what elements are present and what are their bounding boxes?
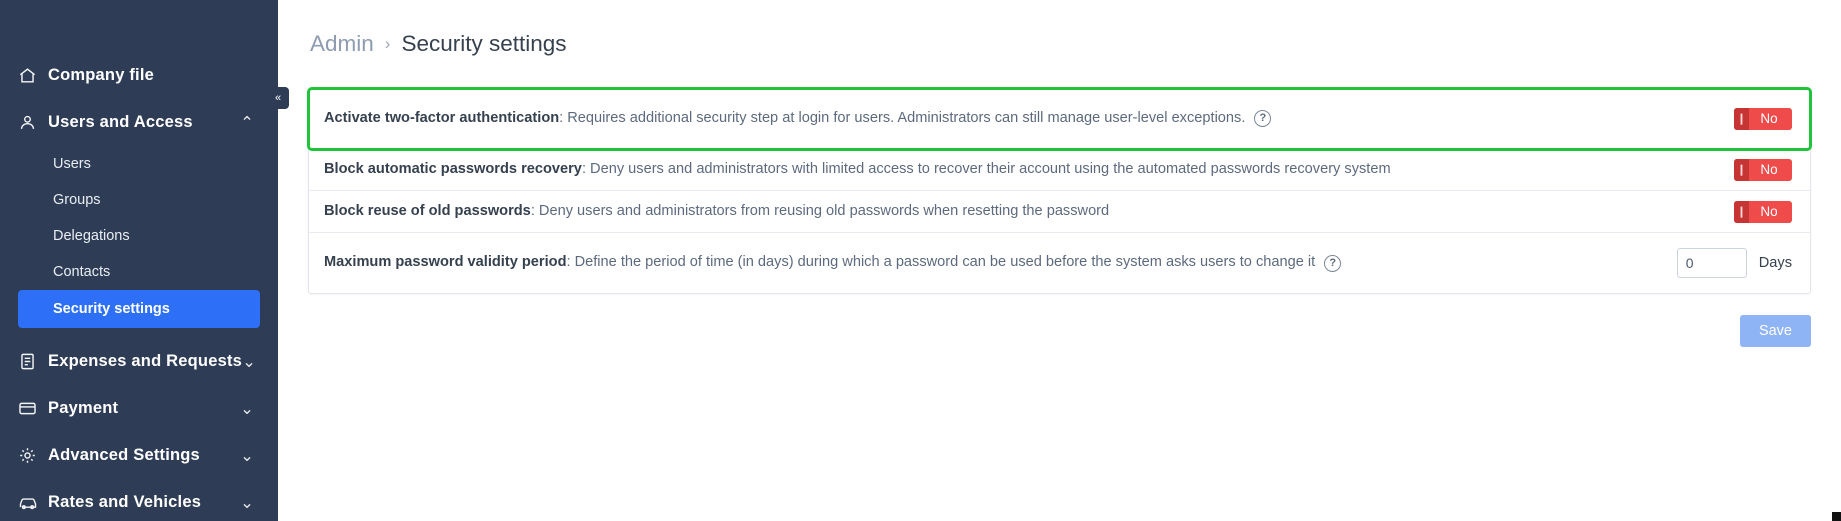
sidebar-item-label: Payment	[48, 399, 119, 417]
home-icon	[18, 66, 44, 85]
sidebar-item-label: Advanced Settings	[48, 446, 200, 464]
setting-title: Activate two-factor authentication	[324, 109, 560, 126]
sidebar-item-company-file[interactable]	[0, 52, 278, 99]
toggle-knob: ❙	[1734, 201, 1749, 223]
sidebar-item-label: Users and Access	[48, 113, 193, 131]
user-icon	[18, 113, 44, 132]
password-validity-days-input[interactable]	[1677, 248, 1747, 278]
toggle-label: No	[1760, 162, 1778, 177]
sidebar-item-label: Rates and Vehicles	[48, 493, 202, 511]
setting-detail: : Deny users and administrators with limited access to recover their account using the automated passwords recovery system	[581, 160, 1391, 177]
breadcrumb-admin-link[interactable]: Admin	[310, 31, 374, 56]
days-label: Days	[1758, 255, 1792, 271]
setting-row-maximum-password-validity-period	[309, 233, 1810, 293]
setting-detail: : Define the period of time (in days) during which a password can be used before the system asks users to change it	[566, 254, 1316, 271]
setting-description	[324, 253, 1677, 273]
sidebar-group-payment	[0, 385, 278, 432]
page-title: Security settings	[401, 31, 567, 56]
toggle-two-factor-authentication[interactable]	[1734, 108, 1792, 130]
help-icon[interactable]: ?	[1324, 255, 1341, 272]
sidebar-group-users-and-access	[0, 99, 278, 338]
sidebar-item-delegations[interactable]	[0, 218, 278, 254]
security-settings-panel	[308, 88, 1811, 294]
breadcrumb	[308, 0, 1811, 88]
toggle-knob: ❙	[1734, 108, 1749, 130]
chevron-up-icon: ⌃	[240, 113, 254, 132]
sidebar-group-advanced-settings	[0, 432, 278, 479]
sidebar	[0, 0, 278, 521]
toggle-label: No	[1760, 111, 1778, 126]
sidebar-group-company-file	[0, 52, 278, 99]
sidebar-subitem-label: Users	[53, 156, 91, 172]
setting-row-block-automatic-passwords-recovery	[309, 149, 1810, 191]
toggle-knob: ❙	[1734, 159, 1749, 181]
sidebar-item-groups[interactable]	[0, 182, 278, 218]
card-icon	[18, 399, 44, 418]
chevron-down-icon: ⌄	[240, 493, 254, 512]
setting-description	[324, 109, 1734, 129]
sidebar-subitem-label: Groups	[53, 192, 101, 208]
sidebar-subitem-label: Delegations	[53, 228, 130, 244]
sidebar-group-expenses-and-requests	[0, 338, 278, 385]
sidebar-item-payment[interactable]	[0, 385, 278, 432]
save-row	[308, 294, 1811, 347]
chevron-down-icon: ⌄	[242, 352, 256, 371]
setting-detail: : Deny users and administrators from reusing old passwords when resetting the password	[530, 202, 1110, 219]
sidebar-item-security-settings[interactable]	[18, 290, 260, 328]
setting-row-two-factor-authentication	[309, 89, 1810, 149]
setting-title: Block automatic passwords recovery	[324, 160, 582, 177]
chevron-right-icon: ›	[384, 34, 391, 53]
toggle-block-reuse-of-old-passwords[interactable]	[1734, 201, 1792, 223]
sidebar-group-rates-and-vehicles	[0, 479, 278, 521]
password-validity-control	[1677, 248, 1792, 278]
setting-description	[324, 202, 1734, 222]
sidebar-subitem-label: Contacts	[53, 264, 111, 280]
sidebar-item-rates-and-vehicles[interactable]	[0, 479, 278, 521]
toggle-label: No	[1760, 204, 1778, 219]
chevron-down-icon: ⌄	[240, 399, 254, 418]
sidebar-item-contacts[interactable]	[0, 254, 278, 290]
sidebar-item-label: Expenses and Requests	[48, 352, 243, 370]
sidebar-collapse-button[interactable]: «	[267, 87, 289, 109]
sidebar-item-expenses-and-requests[interactable]	[0, 338, 278, 385]
gear-icon	[18, 446, 44, 465]
setting-description	[324, 160, 1734, 180]
setting-title: Maximum password validity period	[324, 254, 567, 271]
receipt-icon	[18, 352, 44, 371]
corner-marker	[1832, 512, 1841, 521]
sidebar-item-advanced-settings[interactable]	[0, 432, 278, 479]
sidebar-item-users[interactable]	[0, 146, 278, 182]
setting-detail: : Requires additional security step at login for users. Administrators can still manage user-level exceptions.	[559, 109, 1246, 126]
toggle-block-automatic-passwords-recovery[interactable]	[1734, 159, 1792, 181]
sidebar-subitem-label: Security settings	[53, 301, 170, 317]
setting-row-block-reuse-of-old-passwords	[309, 191, 1810, 233]
sidebar-item-users-and-access[interactable]	[0, 99, 278, 146]
sidebar-item-label: Company file	[48, 66, 155, 84]
help-icon[interactable]: ?	[1254, 110, 1271, 127]
car-icon	[18, 493, 44, 513]
setting-title: Block reuse of old passwords	[324, 202, 531, 219]
chevron-down-icon: ⌄	[240, 446, 254, 465]
main-content	[278, 0, 1841, 521]
save-button[interactable]: Save	[1740, 315, 1811, 347]
